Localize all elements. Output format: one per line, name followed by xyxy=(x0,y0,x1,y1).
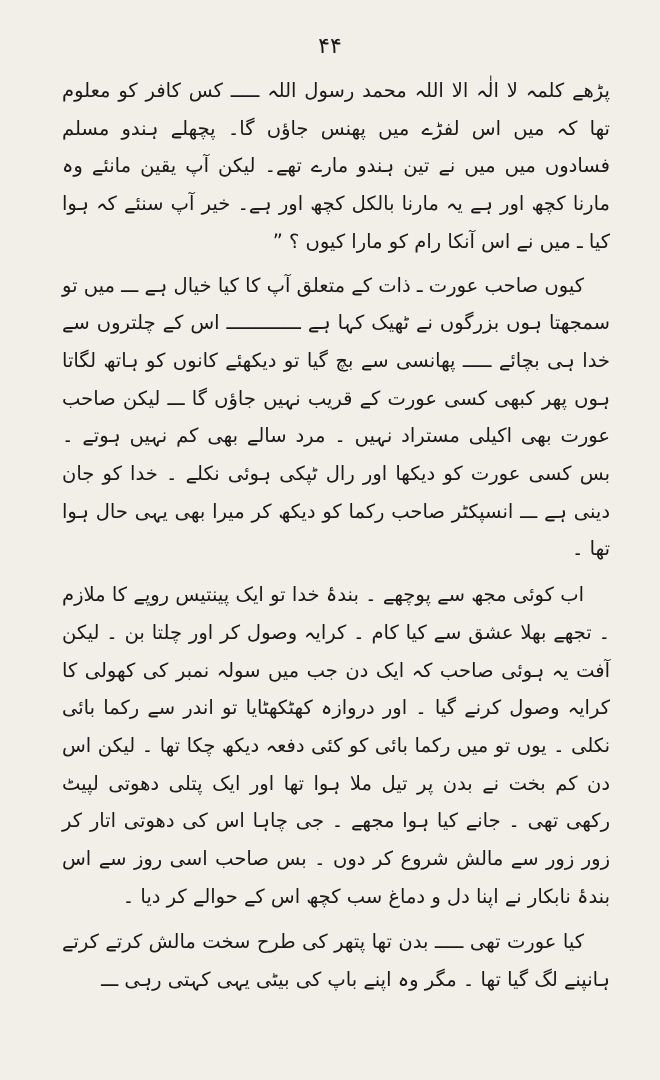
paragraph-1: پڑھے کلمہ لا الٰہ الا اللہ محمد رسول اللہ ـــــ کس کافر کو معلوم تھا کہ میں اس لفڑے میں پھنس جاؤں گا۔ پچھلے ہندو مسلم فسادوں میں میں نے تین ہندو مارے تھے۔ لیکن آپ یقین مانئے وہ مارنا کچھ اور ہے یہ مارنا بالکل کچھ اور ہے۔ خیر آپ سنئے کہ ہوا کیا ـ میں نے اس آنکا رام کو مارا کیوں ؟ ” xyxy=(62,79,610,253)
paragraph-4: کیا عورت تھی ـــــ بدن تھا پتھر کی طرح سخت مالش کرتے کرتے ہانپنے لگ گیا تھا ۔ مگر وہ اپنے باپ کی بیٹی یہی کہتی رہی ـــ xyxy=(62,930,610,992)
paragraph-3: اب کوئی مجھ سے پوچھے ۔ بندۂ خدا تو ایک پینتیس روپے کا ملازم ۔ تجھے بھلا عشق سے کیا کام ۔ کرایہ وصول کر اور چلتا بن ۔ لیکن آفت یہ ہوئی صاحب کہ ایک دن جب میں سولہ نمبر کی کھولی کا کرایہ وصول کرنے گیا ۔ اور دروازہ کھٹکھٹایا تو اندر سے رکما بائی نکلی ۔ یوں تو میں رکما بائی کو کئی دفعہ دیکھ چکا تھا ۔ لیکن اس دن کم بخت نے بدن پر تیل ملا ہوا تھا اور ایک پتلی دھوتی لپیٹ رکھی تھی ۔ جانے کیا ہوا مجھے ۔ جی چاہا اس کی دھوتی اتار کر زور زور سے مالش شروع کر دوں ۔ بس صاحب اسی روز سے اس بندۂ نابکار نے اپنا دل و دماغ سب کچھ اس کے حوالے کر دیا ۔ xyxy=(62,583,610,908)
paragraph-gap xyxy=(62,915,610,923)
paragraph-gap xyxy=(62,568,610,576)
body-text xyxy=(62,72,610,999)
paragraph-2: کیوں صاحب عورت ـ ذات کے متعلق آپ کا کیا خیال ہے ـــ میں تو سمجھتا ہوں بزرگوں نے ٹھیک کہا ہے ـــــــــــــ اس کے چلتروں سے خدا ہی بچائے ـــــ پھانسی سے بچ گیا تو دیکھئے کانوں کو ہاتھ لگاتا ہوں پھر کبھی کسی عورت کے قریب نہیں جاؤں گا ـــ لیکن صاحب عورت بھی اکیلی مستراد نہیں ۔ مرد سالے بھی کم نہیں ہوتے ۔ بس کسی عورت کو دیکھا اور رال ٹپکی ہوئی نکلے ۔ خدا کو جان دینی ہے ـــ انسپکٹر صاحب رکما کو دیکھ کر میرا بھی یہی حال ہوا تھا ۔ xyxy=(62,273,610,561)
page-number: ۴۴ xyxy=(318,34,342,59)
